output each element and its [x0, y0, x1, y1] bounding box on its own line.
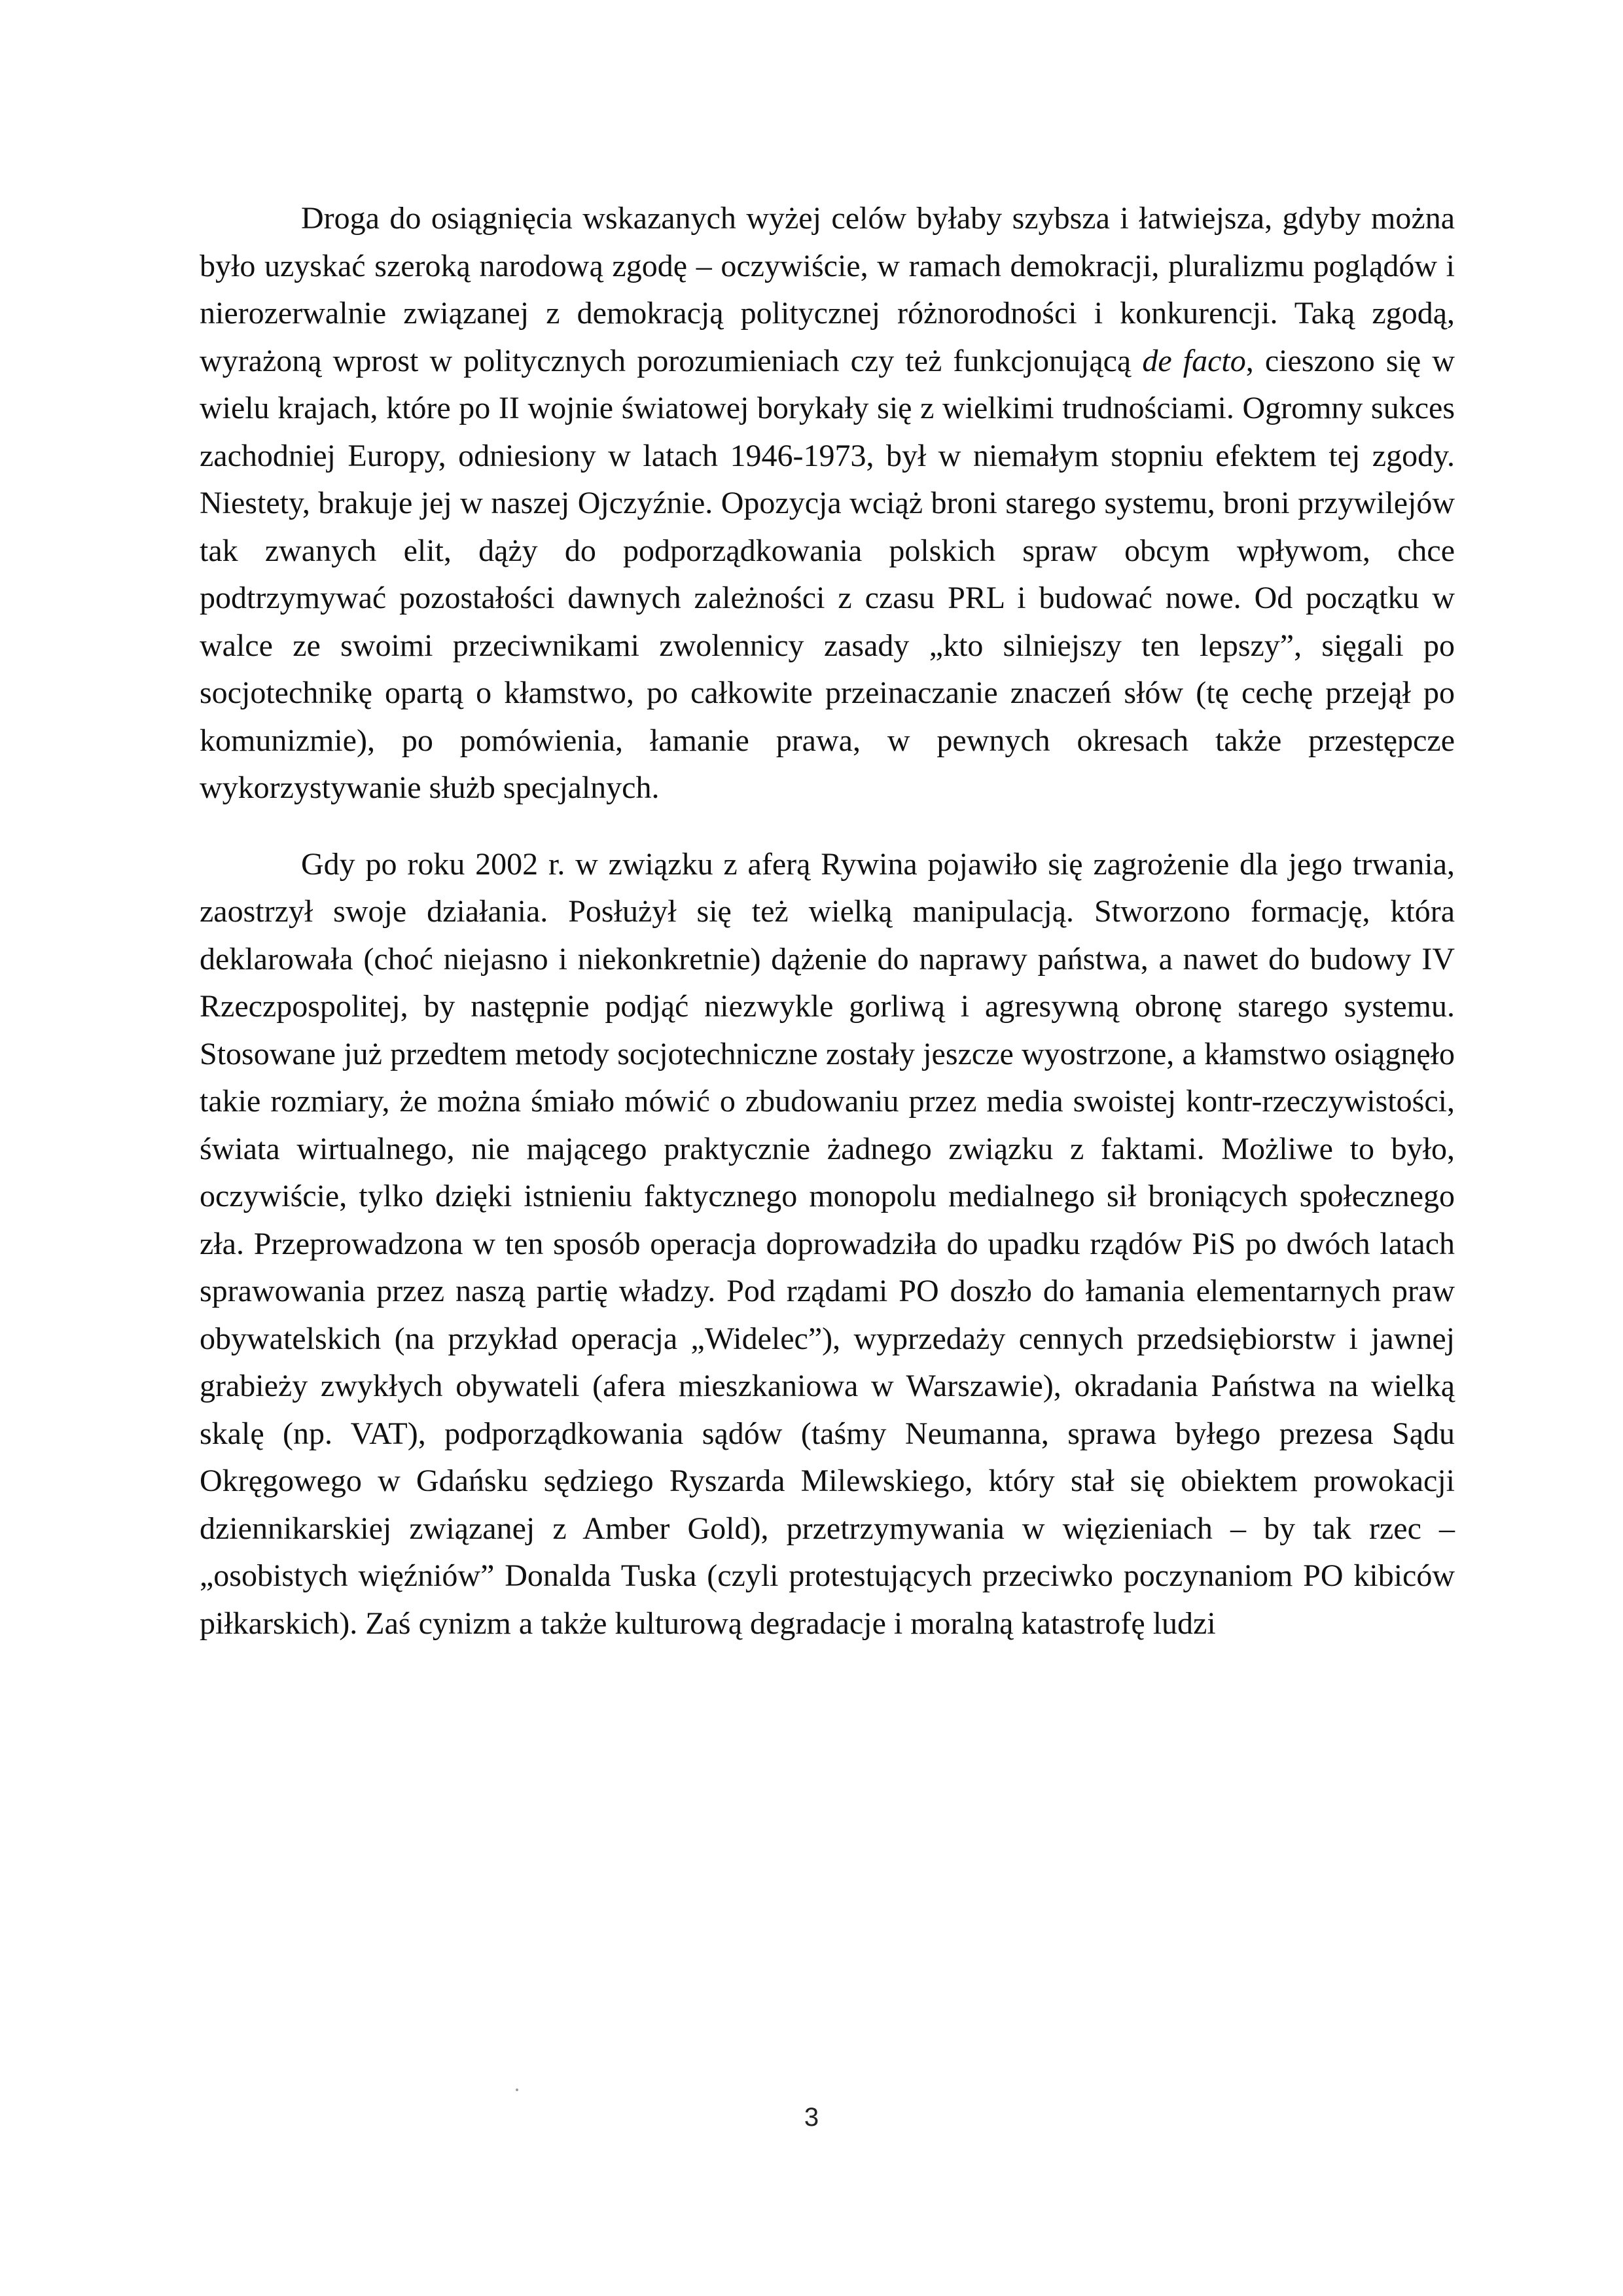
- page-number: 3: [804, 2103, 819, 2132]
- paragraph-2: Gdy po roku 2002 r. w związku z aferą Rywina pojawiło się zagrożenie dla jego trwania, zaostrzył swoje działania. Posłużył się też wielką manipulacją. Stworzono formację, która deklarowała (choć niejasno i niekonkretnie) dążenie do naprawy państwa, a nawet do budowy IV Rzeczpospolitej, by następnie podjąć niezwykle gorliwą i agresywną obronę starego systemu. Stosowane już przedtem metody socjotechniczne zostały jeszcze wyostrzone, a kłamstwo osiągnęło takie rozmiary, że można śmiało mówić o zbudowaniu przez media swoistej kontr-rzeczywistości, świata wirtualnego, nie mającego praktycznie żadnego związku z faktami. Możliwe to było, oczywiście, tylko dzięki istnieniu faktycznego monopolu medialnego sił broniących społecznego zła. Przeprowadzona w ten sposób operacja doprowadziła do upadku rządów PiS po dwóch latach sprawowania przez naszą partię władzy. Pod rządami PO doszło do łamania elementarnych praw obywatelskich (na przykład operacja „Widelec”), wyprzedaży cennych przedsiębiorstw i jawnej grabieży zwykłych obywateli (afera mieszkaniowa w Warszawie), okradania Państwa na wielką skalę (np. VAT), podporządkowania sądów (taśmy Neumanna, sprawa byłego prezesa Sądu Okręgowego w Gdańsku sędziego Ryszarda Milewskiego, który stał się obiektem prowokacji dziennikarskiej związanej z Amber Gold), przetrzymywania w więzieniach – by tak rzec – „osobistych więźniów” Donalda Tuska (czyli protestujących przeciwko poczynaniom PO kibiców piłkarskich). Zaś cynizm a także kulturową degradacje i moralną katastrofę ludzi: [200, 846, 1455, 1641]
- paragraph-1: [200, 195, 1455, 812]
- document-body: [200, 195, 1455, 1647]
- paragraph-1-text-a: Droga do osiągnięcia wskazanych wyżej celów byłaby szybsza i łatwiejsza, gdyby można było uzyskać szeroką narodową zgodę – oczywiście, w ramach demokracji, pluralizmu poglądów i nierozerwalnie związanej z demokracją politycznej różnorodności i konkurencji. Taką zgodą, wyrażoną wprost w politycznych porozumieniach czy też funkcjonującą: [200, 201, 1455, 378]
- paragraph-1-text-b: , cieszono się w wielu krajach, które po II wojnie światowej borykały się z wielkimi trudnościami. Ogromny sukces zachodniej Europy, odniesiony w latach 1946-1973, był w niemałym stopniu efektem tej zgody. Niestety, brakuje jej w naszej Ojczyźnie. Opozycja wciąż broni starego systemu, broni przywilejów tak zwanych elit, dąży do podporządkowania polskich spraw obcym wpływom, chce podtrzymywać pozostałości dawnych zależności z czasu PRL i budować nowe. Od początku w walce ze swoimi przeciwnikami zwolennicy zasady „kto silniejszy ten lepszy”, sięgali po socjotechnikę opartą o kłamstwo, po całkowite przeinaczanie znaczeń słów (tę cechę przejął po komunizmie), po pomówienia, łamanie prawa, w pewnych okresach także przestępcze wykorzystywanie służb specjalnych.: [200, 343, 1455, 805]
- scan-speck: [516, 2089, 518, 2091]
- italic-phrase: de facto: [1142, 343, 1246, 378]
